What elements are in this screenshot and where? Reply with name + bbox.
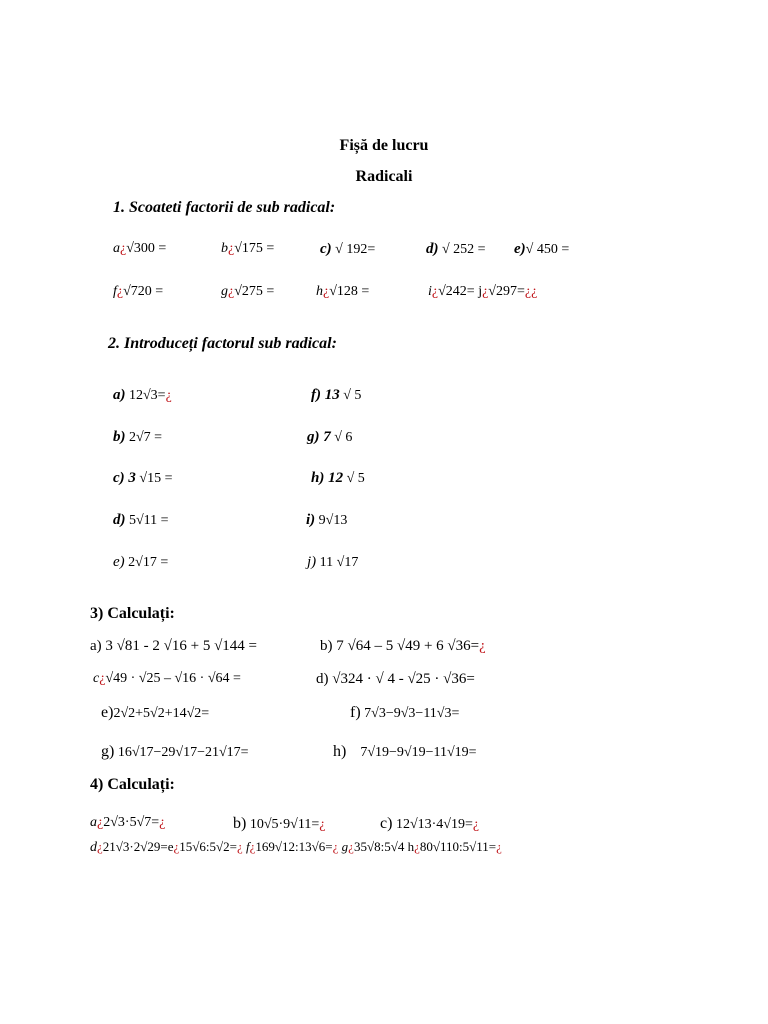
exercise-1c: c) √ 192= bbox=[320, 241, 376, 257]
exercise-2d: d) 5√11 = bbox=[113, 512, 169, 528]
exercise-3g: g) 16√17−29√17−21√17= bbox=[101, 743, 249, 760]
exercise-1b: b¿√175 = bbox=[221, 241, 275, 256]
math-fragment: 169√12:13√6= bbox=[255, 839, 333, 854]
exercise-2b: b) 2√7 = bbox=[113, 429, 163, 445]
exercise-3c: c¿√49 · √25 – √16 · √64 = bbox=[93, 671, 241, 686]
math-fragment: ¿ bbox=[496, 839, 502, 854]
page-subtitle: Radicali bbox=[355, 168, 413, 185]
exercise-1ij: i¿√242= j¿√297=¿¿ bbox=[428, 284, 538, 299]
math-fragment: ¿ bbox=[414, 839, 420, 854]
exercise-1e: e)√ 450 = bbox=[514, 241, 570, 257]
exercise-2i: i) 9√13 bbox=[306, 512, 348, 528]
exercise-2h: h) 12 √ 5 bbox=[311, 470, 365, 486]
math-fragment: 21√3·2√29=e bbox=[102, 839, 174, 854]
section2-heading: 2. Introduceți factorul sub radical: bbox=[108, 335, 337, 352]
exercise-1a: a¿√300 = bbox=[113, 241, 167, 256]
exercise-1f: f¿√720 = bbox=[113, 284, 164, 299]
section4-heading: 4) Calculați: bbox=[90, 776, 175, 793]
exercise-2j: j) 11 √17 bbox=[307, 554, 359, 570]
exercise-4b: b) 10√5·9√11=¿ bbox=[233, 815, 326, 832]
math-fragment: f bbox=[242, 839, 250, 854]
exercise-4-line2 bbox=[90, 839, 502, 856]
math-fragment: g bbox=[338, 839, 349, 854]
section1-heading: 1. Scoateti factorii de sub radical: bbox=[113, 199, 336, 216]
math-fragment: ¿ bbox=[236, 839, 243, 854]
math-fragment: 80√110:5√11= bbox=[419, 839, 497, 854]
section3-heading: 3) Calculați: bbox=[90, 605, 175, 622]
math-fragment: 15√6:5√2= bbox=[179, 839, 237, 854]
exercise-3d: d) √324 · √ 4 - √25 · √36= bbox=[316, 671, 475, 687]
math-fragment: d bbox=[90, 840, 97, 855]
math-fragment: ¿ bbox=[249, 839, 256, 854]
exercise-3b: b) 7 √64 – 5 √49 + 6 √36=¿ bbox=[320, 638, 486, 654]
exercise-4c: c) 12√13·4√19=¿ bbox=[380, 815, 480, 832]
math-fragment: ¿ bbox=[97, 839, 103, 854]
exercise-2a: a) 12√3=¿ bbox=[113, 387, 172, 403]
exercise-3e: e)2√2+5√2+14√2= bbox=[101, 704, 210, 721]
exercise-1d: d) √ 252 = bbox=[426, 241, 486, 257]
exercise-1h: h¿√128 = bbox=[316, 284, 370, 299]
exercise-4a: a¿2√3·5√7=¿ bbox=[90, 815, 166, 830]
exercise-2g: g) 7 √ 6 bbox=[307, 429, 353, 445]
exercise-2c: c) 3 √15 = bbox=[113, 470, 173, 486]
exercise-2f: f) 13 √ 5 bbox=[311, 387, 362, 403]
exercise-1g: g¿√275 = bbox=[221, 284, 275, 299]
page-title: Fișă de lucru bbox=[339, 137, 429, 154]
math-fragment: ¿ bbox=[332, 839, 339, 854]
exercise-3h: h) 7√19−9√19−11√19= bbox=[333, 743, 477, 760]
exercise-3a: a) 3 √81 - 2 √16 + 5 √144 = bbox=[90, 638, 258, 654]
math-fragment: 35√8:5√4 h bbox=[353, 839, 415, 854]
exercise-2e: e) 2√17 = bbox=[113, 554, 169, 570]
math-fragment: ¿ bbox=[348, 839, 354, 854]
exercise-3f: f) 7√3−9√3−11√3= bbox=[350, 704, 460, 721]
math-fragment: ¿ bbox=[173, 839, 180, 854]
